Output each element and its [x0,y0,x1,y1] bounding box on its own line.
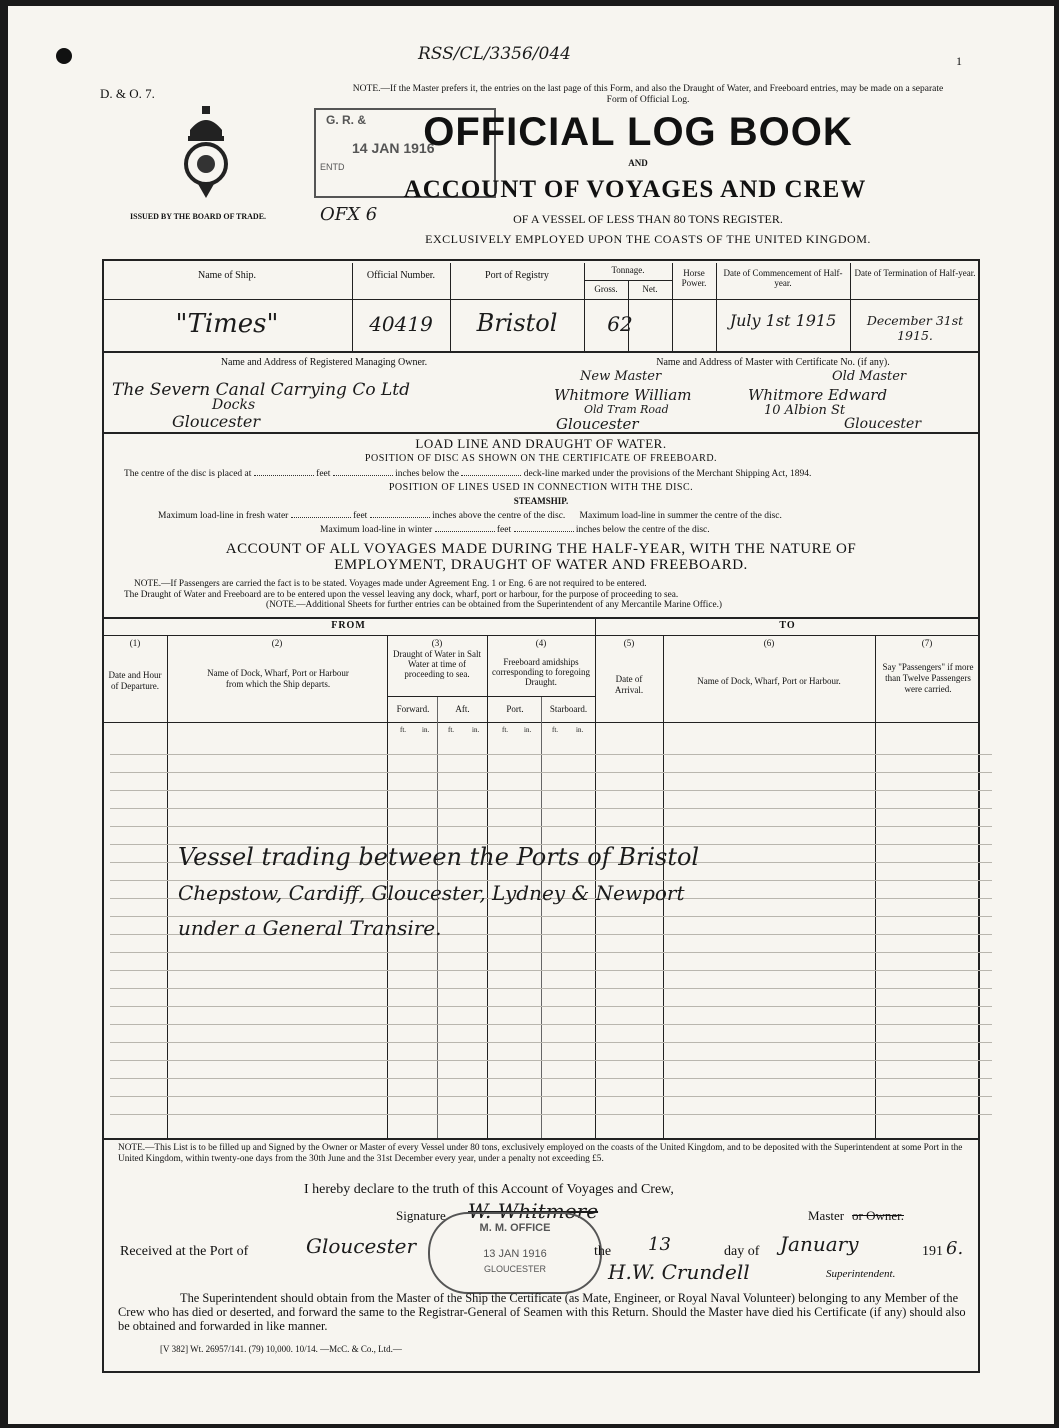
col-num-7: (7) [921,638,933,648]
winter-a: Maximum load-line in winter [320,525,433,535]
old-master-label: Old Master [832,369,907,384]
header-net: Net. [642,284,658,294]
header-forward: Forward. [396,704,430,714]
subtitle-line1: OF A VESSEL OF LESS THAN 80 TONS REGISTER. [513,212,783,226]
header-port: Port. [506,704,524,714]
port-of-registry: Bristol [476,309,558,337]
loadline-title: LOAD LINE AND DRAUGHT OF WATER. [415,436,667,451]
blank-fresh-inches [370,509,430,518]
unit-in-4: in. [576,726,584,734]
received-label: Received at the Port of [120,1244,249,1259]
header-aft: Aft. [455,704,470,714]
unit-ft-3: ft. [502,726,509,734]
superintendent-paragraph: The Superintendent should obtain from the Master of the Ship the Certificate (as Mate, Engineer, or Royal Naval Volunteer) belonging to any Member of the Crew who has died or deserted, and forward the same to the Registrar-General of Seamen with this Return. Should the Master have died his Certificate (if any) should also be obtained and forwarded in like manner. [118,1291,966,1333]
blank-deck [461,467,521,476]
declaration: I hereby declare to the truth of this Account of Voyages and Crew, [304,1182,674,1197]
stamp-date: 14 JAN 1916 [352,140,435,156]
ship-name: "Times" [175,309,279,339]
header-horse-power: Horse Power. [681,268,707,288]
received-day: 13 [648,1234,671,1255]
received-day-of: day of [724,1244,760,1259]
header-owner: Name and Address of Registered Managing Owner. [220,357,428,368]
centre-b: inches below the [395,469,459,479]
winter-line [320,523,980,535]
unit-ft-1: ft. [400,726,407,734]
blank-winter-inches [514,523,574,532]
winter-feet: feet [496,525,512,535]
net-tonnage: 62 [607,312,633,336]
new-master-label: New Master [580,369,662,384]
header-arrival: Date of Arrival. [614,674,644,695]
header-master: Name and Address of Master with Certificate No. (if any). [656,357,890,368]
account-title1: ACCOUNT OF ALL VOYAGES MADE DURING THE HALF-YEAR, WITH THE NATURE OF [225,541,857,557]
fresh-feet: feet [353,511,368,521]
header-termination: Date of Termination of Half-year. [854,268,976,278]
unit-in-2: in. [472,726,480,734]
printer-line: [V 382] Wt. 26957/141. (79) 10,000. 10/14. —McC. & Co., Ltd.— [160,1344,402,1354]
old-master-address2: Gloucester [844,416,922,432]
account-note2: The Draught of Water and Freeboard are to be entered upon the vessel leaving any dock, wharf, port or harbour, for the purpose of proceeding to sea. [124,589,679,600]
header-departure: Date and Hour of Departure. [108,670,162,691]
top-note: NOTE.—If the Master prefers it, the entries on the last page of this Form, and also the Draught of Water, and Freeboard entries, may be made on a separate Form of Official Log. [352,84,944,105]
footer-note: NOTE.—This List is to be filled up and Signed by the Owner or Master of every Vessel under 80 tons, exclusively employed on the coasts of the United Kingdom, and to be deposited with the Superintendent at some Port in the United Kingdom, within twenty-one days from the 30th June and the 31st December every year, under a penalty not exceeding £5. [118,1143,963,1164]
signature-label: Signature [396,1208,446,1223]
blank-inches [333,467,393,476]
commencement-date: July 1st 1915 [729,311,837,330]
account-notes [118,579,968,611]
office-stamp [428,1212,602,1294]
termination-date: December 31st 1915. [866,313,964,343]
received-year-prefix: 191 [922,1244,943,1259]
header-starboard: Starboard. [549,704,588,714]
reference-number: RSS/CL/3356/044 [418,44,571,64]
master-label: Master [808,1208,845,1223]
fresh-water-line [158,509,988,521]
subtitle: ACCOUNT OF VOYAGES AND CREW [403,176,867,203]
log-book-page [8,6,1054,1424]
col-num-3: (3) [431,638,443,648]
office-stamp-top: M. M. OFFICE [479,1222,551,1234]
new-master-name: Whitmore William [554,386,692,404]
issued-by: ISSUED BY THE BOARD OF TRADE. [130,212,267,221]
header-port-registry: Port of Registry [485,270,549,281]
unit-in-1: in. [422,726,430,734]
received-year-digit: 6. [946,1238,964,1259]
col-num-2: (2) [271,638,283,648]
voyage-entry-1: Vessel trading between the Ports of Bristol [178,843,700,871]
header-freeboard: Freeboard amidships corresponding to foregoing Draught. [492,657,590,687]
handwritten-mark: OFX 6 [320,204,378,225]
superintendent-signature: H.W. Crundell [608,1260,750,1284]
received-the: the [594,1244,612,1259]
voyage-entry-2: Chepstow, Cardiff, Gloucester, Lydney & Newport [178,881,685,905]
centre-c: deck-line marked under the provisions of the Merchant Shipping Act, 1894. [523,469,812,479]
account-title2: EMPLOYMENT, DRAUGHT OF WATER AND FREEBOARD. [334,557,748,573]
position-lines: POSITION OF LINES USED IN CONNECTION WITH THE DISC. [388,482,694,493]
new-master-address1: Old Tram Road [584,403,669,416]
or-owner: or Owner. [852,1208,904,1223]
header-draught: Draught of Water in Salt Water at time of proceeding to sea. [392,649,482,679]
unit-ft-2: ft. [448,726,455,734]
superintendent-label: Superintendent. [826,1268,896,1280]
official-number: 40419 [369,312,433,336]
blank-fresh-feet [291,509,351,518]
header-to: TO [779,620,796,631]
title-and: AND [628,158,648,168]
col-num-4: (4) [535,638,547,648]
header-arrival-place: Name of Dock, Wharf, Port or Harbour. [697,676,841,686]
title: OFFICIAL LOG BOOK [423,110,853,154]
office-stamp-bottom: GLOUCESTER [483,1264,546,1274]
col-num-5: (5) [623,638,635,648]
account-note1: NOTE.—If Passengers are carried the fact is to be stated. Voyages made under Agreement Eng. 1 or Eng. 6 are not required to be entered. [134,579,647,589]
position-disc: POSITION OF DISC AS SHOWN ON THE CERTIFICATE OF FREEBOARD. [364,453,718,464]
fresh-b: inches above the centre of the disc. [432,511,566,521]
stamp-top: G. R. & [326,113,367,127]
new-master-address2: Gloucester [556,415,639,433]
office-stamp-date: 13 JAN 1916 [483,1248,547,1260]
header-departure-place: Name of Dock, Wharf, Port or Harbour from which the Ship departs. [207,668,349,689]
unit-in-3: in. [524,726,532,734]
blank-feet [254,467,314,476]
header-commencement: Date of Commencement of Half-year. [723,268,843,288]
page-number: 1 [956,54,962,68]
old-master-address1: 10 Albion St [764,403,846,418]
account-note3: (NOTE.—Additional Sheets for further entries can be obtained from the Superintendent of any Mercantile Marine Office.) [266,600,722,610]
stamp-bottom: ENTD [320,162,345,172]
fresh-a: Maximum load-line in fresh water [158,511,289,521]
header-passengers: Say "Passengers" if more than Twelve Passengers were carried. [882,662,974,694]
owner-line3: Gloucester [172,412,261,431]
winter-b: inches below the centre of the disc. [575,525,710,535]
royal-crest-icon [178,102,234,202]
disc-centre-line [124,467,974,479]
unit-ft-4: ft. [552,726,559,734]
received-month: January [780,1232,859,1256]
steamship: STEAMSHIP. [513,496,569,506]
blank-winter-feet [435,523,495,532]
col-num-1: (1) [129,638,141,648]
owner-line1: The Severn Canal Carrying Co Ltd [112,380,410,400]
voyage-entry-3: under a General Transire. [178,916,442,940]
summer-line: Maximum load-line in summer the centre of the disc. [579,511,782,521]
received-port: Gloucester [306,1234,417,1258]
signature: W. Whitmore [468,1199,599,1223]
header-official-number: Official Number. [366,270,436,281]
header-ship-name: Name of Ship. [197,270,257,281]
owner-line2: Docks [212,397,256,413]
subtitle-line2: EXCLUSIVELY EMPLOYED UPON THE COASTS OF THE UNITED KINGDOM. [425,232,871,246]
centre-feet: feet [316,469,331,479]
header-from: FROM [331,620,366,631]
col-num-6: (6) [763,638,775,648]
header-tonnage: Tonnage. [611,265,645,275]
header-gross: Gross. [594,284,618,294]
centre-a: The centre of the disc is placed at [124,469,252,479]
form-code: D. & O. 7. [100,86,155,101]
old-master-name: Whitmore Edward [748,386,888,404]
punch-hole [56,48,72,64]
